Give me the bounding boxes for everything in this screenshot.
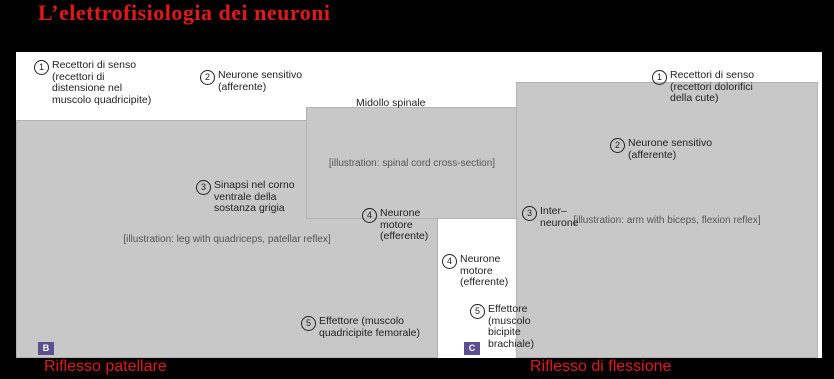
label-spinal-cord [356,98,476,110]
number-badge: 3 [196,180,211,195]
label-left-synapse [196,180,346,215]
label-text: Sinapsi nel corno ventrale della sostanza grigia [214,179,295,214]
diagram-panel [16,52,822,358]
number-badge: 5 [301,316,316,331]
panel-tag-b: B [38,342,54,355]
label-text: Neurone sensitivo (afferente) [218,69,303,93]
label-text: Neurone sensitivo (afferente) [628,137,713,161]
label-right-effector [470,304,590,350]
panel-tag-c: C [464,342,480,355]
label-left-motor-neuron [362,208,462,243]
number-badge: 4 [362,208,377,223]
number-badge: 3 [522,206,537,221]
label-text: Neurone motore (efferente) [460,253,509,288]
spinal-cord-illustration: [illustration: spinal cord cross-section] [306,107,518,219]
label-right-sensory-neuron [610,138,770,161]
leg-illustration: [illustration: leg with quadriceps, patellar reflex] [16,120,438,358]
number-badge: 2 [610,138,625,153]
label-right-motor-neuron [442,254,542,289]
label-text: Midollo spinale [356,97,426,109]
label-left-sense-receptors [34,60,204,106]
label-text: Effettore (muscolo quadricipite femorale) [319,315,420,339]
label-left-sensory-neuron [200,70,340,93]
number-badge: 2 [200,70,215,85]
label-text: Neurone motore (efferente) [380,207,429,242]
label-text: Inter– neurone [540,205,579,229]
number-badge: 4 [442,254,457,269]
arm-illustration: [illustration: arm with biceps, flexion reflex] [516,82,818,358]
caption-left: Riflesso patellare [44,358,167,375]
label-left-effector [301,316,461,339]
label-right-sense-receptors [652,70,822,105]
label-text: Recettori di senso (recettori dolorifici della cute) [670,69,755,104]
number-badge: 5 [470,304,485,319]
label-text: Recettori di senso (recettori di distensione nel muscolo quadricipite) [52,59,152,106]
label-right-interneuron [522,206,622,229]
label-text: Effettore (muscolo bicipite brachiale) [488,303,535,350]
caption-right: Riflesso di flessione [530,358,672,375]
number-badge: 1 [652,70,667,85]
title: L’elettrofisiologia dei neuroni [38,0,331,25]
number-badge: 1 [34,60,49,75]
